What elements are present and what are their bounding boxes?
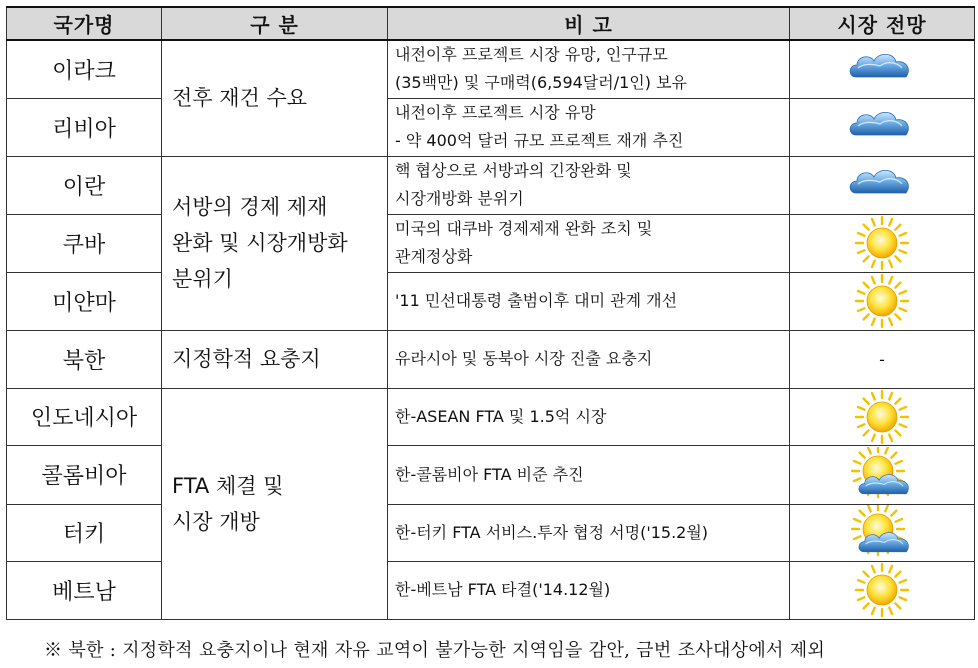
category-label: 지정학적 요충지 <box>172 347 321 371</box>
note-cell <box>388 214 790 272</box>
table-row <box>7 156 975 214</box>
table-row <box>7 388 975 445</box>
note-cell <box>388 445 790 504</box>
table-row <box>7 214 975 272</box>
table-row <box>7 40 975 98</box>
cloud-icon <box>847 104 917 150</box>
note-cell <box>388 504 790 561</box>
category-cell <box>162 388 388 619</box>
country-cell: 베트남 <box>7 561 162 619</box>
cloud-icon <box>847 162 917 208</box>
note-cell <box>388 272 790 330</box>
category-cell <box>162 330 388 388</box>
outlook-cell <box>790 272 975 330</box>
note-line: 관계정상화 <box>395 247 473 266</box>
header-row <box>7 7 975 40</box>
note-line: 한-ASEAN FTA 및 1.5억 시장 <box>395 406 607 426</box>
note-line: 핵 협상으로 서방과의 긴장완화 및 <box>395 161 632 180</box>
note-line: 한-터키 FTA 서비스.투자 협정 서명('15.2월) <box>395 522 709 542</box>
note-line: 시장개방화 분위기 <box>395 189 524 208</box>
sun-icon <box>854 215 910 271</box>
category-label: FTA 체결 및 <box>172 473 284 498</box>
country-cell: 쿠바 <box>7 214 162 272</box>
header-note: 비 고 <box>388 7 790 40</box>
table-row <box>7 445 975 504</box>
category-cell <box>162 40 388 156</box>
category-label: 완화 및 시장개방화 <box>172 231 348 255</box>
country-cell: 콜롬비아 <box>7 445 162 504</box>
cloud-icon <box>847 46 917 92</box>
note-line: 내전이후 프로젝트 시장 유망 <box>395 103 596 122</box>
table-row <box>7 504 975 561</box>
outlook-cell <box>790 388 975 445</box>
header-category: 구 분 <box>162 7 388 40</box>
outlook-cell <box>790 156 975 214</box>
sun-cloud-icon <box>850 505 914 561</box>
category-cell <box>162 156 388 330</box>
note-line: 유라시아 및 동북아 시장 진출 요충지 <box>395 349 653 368</box>
note-line: '11 민선대통령 출범이후 대미 관계 개선 <box>395 291 678 310</box>
note-cell <box>388 98 790 156</box>
country-cell: 이라크 <box>7 40 162 98</box>
category-label: 전후 재건 수요 <box>172 86 308 111</box>
sun-icon <box>854 389 910 445</box>
outlook-cell <box>790 40 975 98</box>
table-row <box>7 561 975 619</box>
country-cell: 이란 <box>7 156 162 214</box>
note-cell <box>388 330 790 388</box>
header-country: 국가명 <box>7 7 162 40</box>
country-cell: 북한 <box>7 330 162 388</box>
note-line: 한-콜롬비아 FTA 비준 추진 <box>395 464 584 484</box>
note-cell <box>388 156 790 214</box>
sun-icon <box>854 273 910 329</box>
table-row <box>7 98 975 156</box>
sun-icon <box>854 562 910 618</box>
country-cell: 미얀마 <box>7 272 162 330</box>
outlook-cell: - <box>790 330 975 388</box>
market-outlook-table <box>6 6 975 620</box>
note-line: (35백만) 및 구매력(6,594달러/1인) 보유 <box>395 73 687 93</box>
outlook-cell <box>790 98 975 156</box>
note-cell <box>388 40 790 98</box>
note-line: 한-베트남 FTA 타결('14.12월) <box>395 580 611 599</box>
country-cell: 리비아 <box>7 98 162 156</box>
category-label: 시장 개방 <box>172 509 260 534</box>
outlook-cell <box>790 445 975 504</box>
category-label: 분위기 <box>172 267 233 291</box>
outlook-cell <box>790 214 975 272</box>
note-cell <box>388 388 790 445</box>
note-line: 미국의 대쿠바 경제제재 완화 조치 및 <box>395 219 653 238</box>
table-row <box>7 330 975 388</box>
country-cell: 터키 <box>7 504 162 561</box>
header-outlook: 시장 전망 <box>790 7 975 40</box>
table-row <box>7 272 975 330</box>
category-label: 서방의 경제 제재 <box>172 195 328 219</box>
outlook-cell <box>790 504 975 561</box>
note-cell <box>388 561 790 619</box>
country-cell: 인도네시아 <box>7 388 162 445</box>
note-line: 내전이후 프로젝트 시장 유망, 인구규모 <box>395 45 668 65</box>
outlook-cell <box>790 561 975 619</box>
footnote: ※ 북한 : 지정학적 요충지이나 현재 자유 교역이 불가능한 지역임을 감안, 금번 조사대상에서 제외 <box>44 640 826 661</box>
sun-cloud-icon <box>850 447 914 503</box>
note-line: - 약 400억 달러 규모 프로젝트 재개 추진 <box>395 131 684 150</box>
